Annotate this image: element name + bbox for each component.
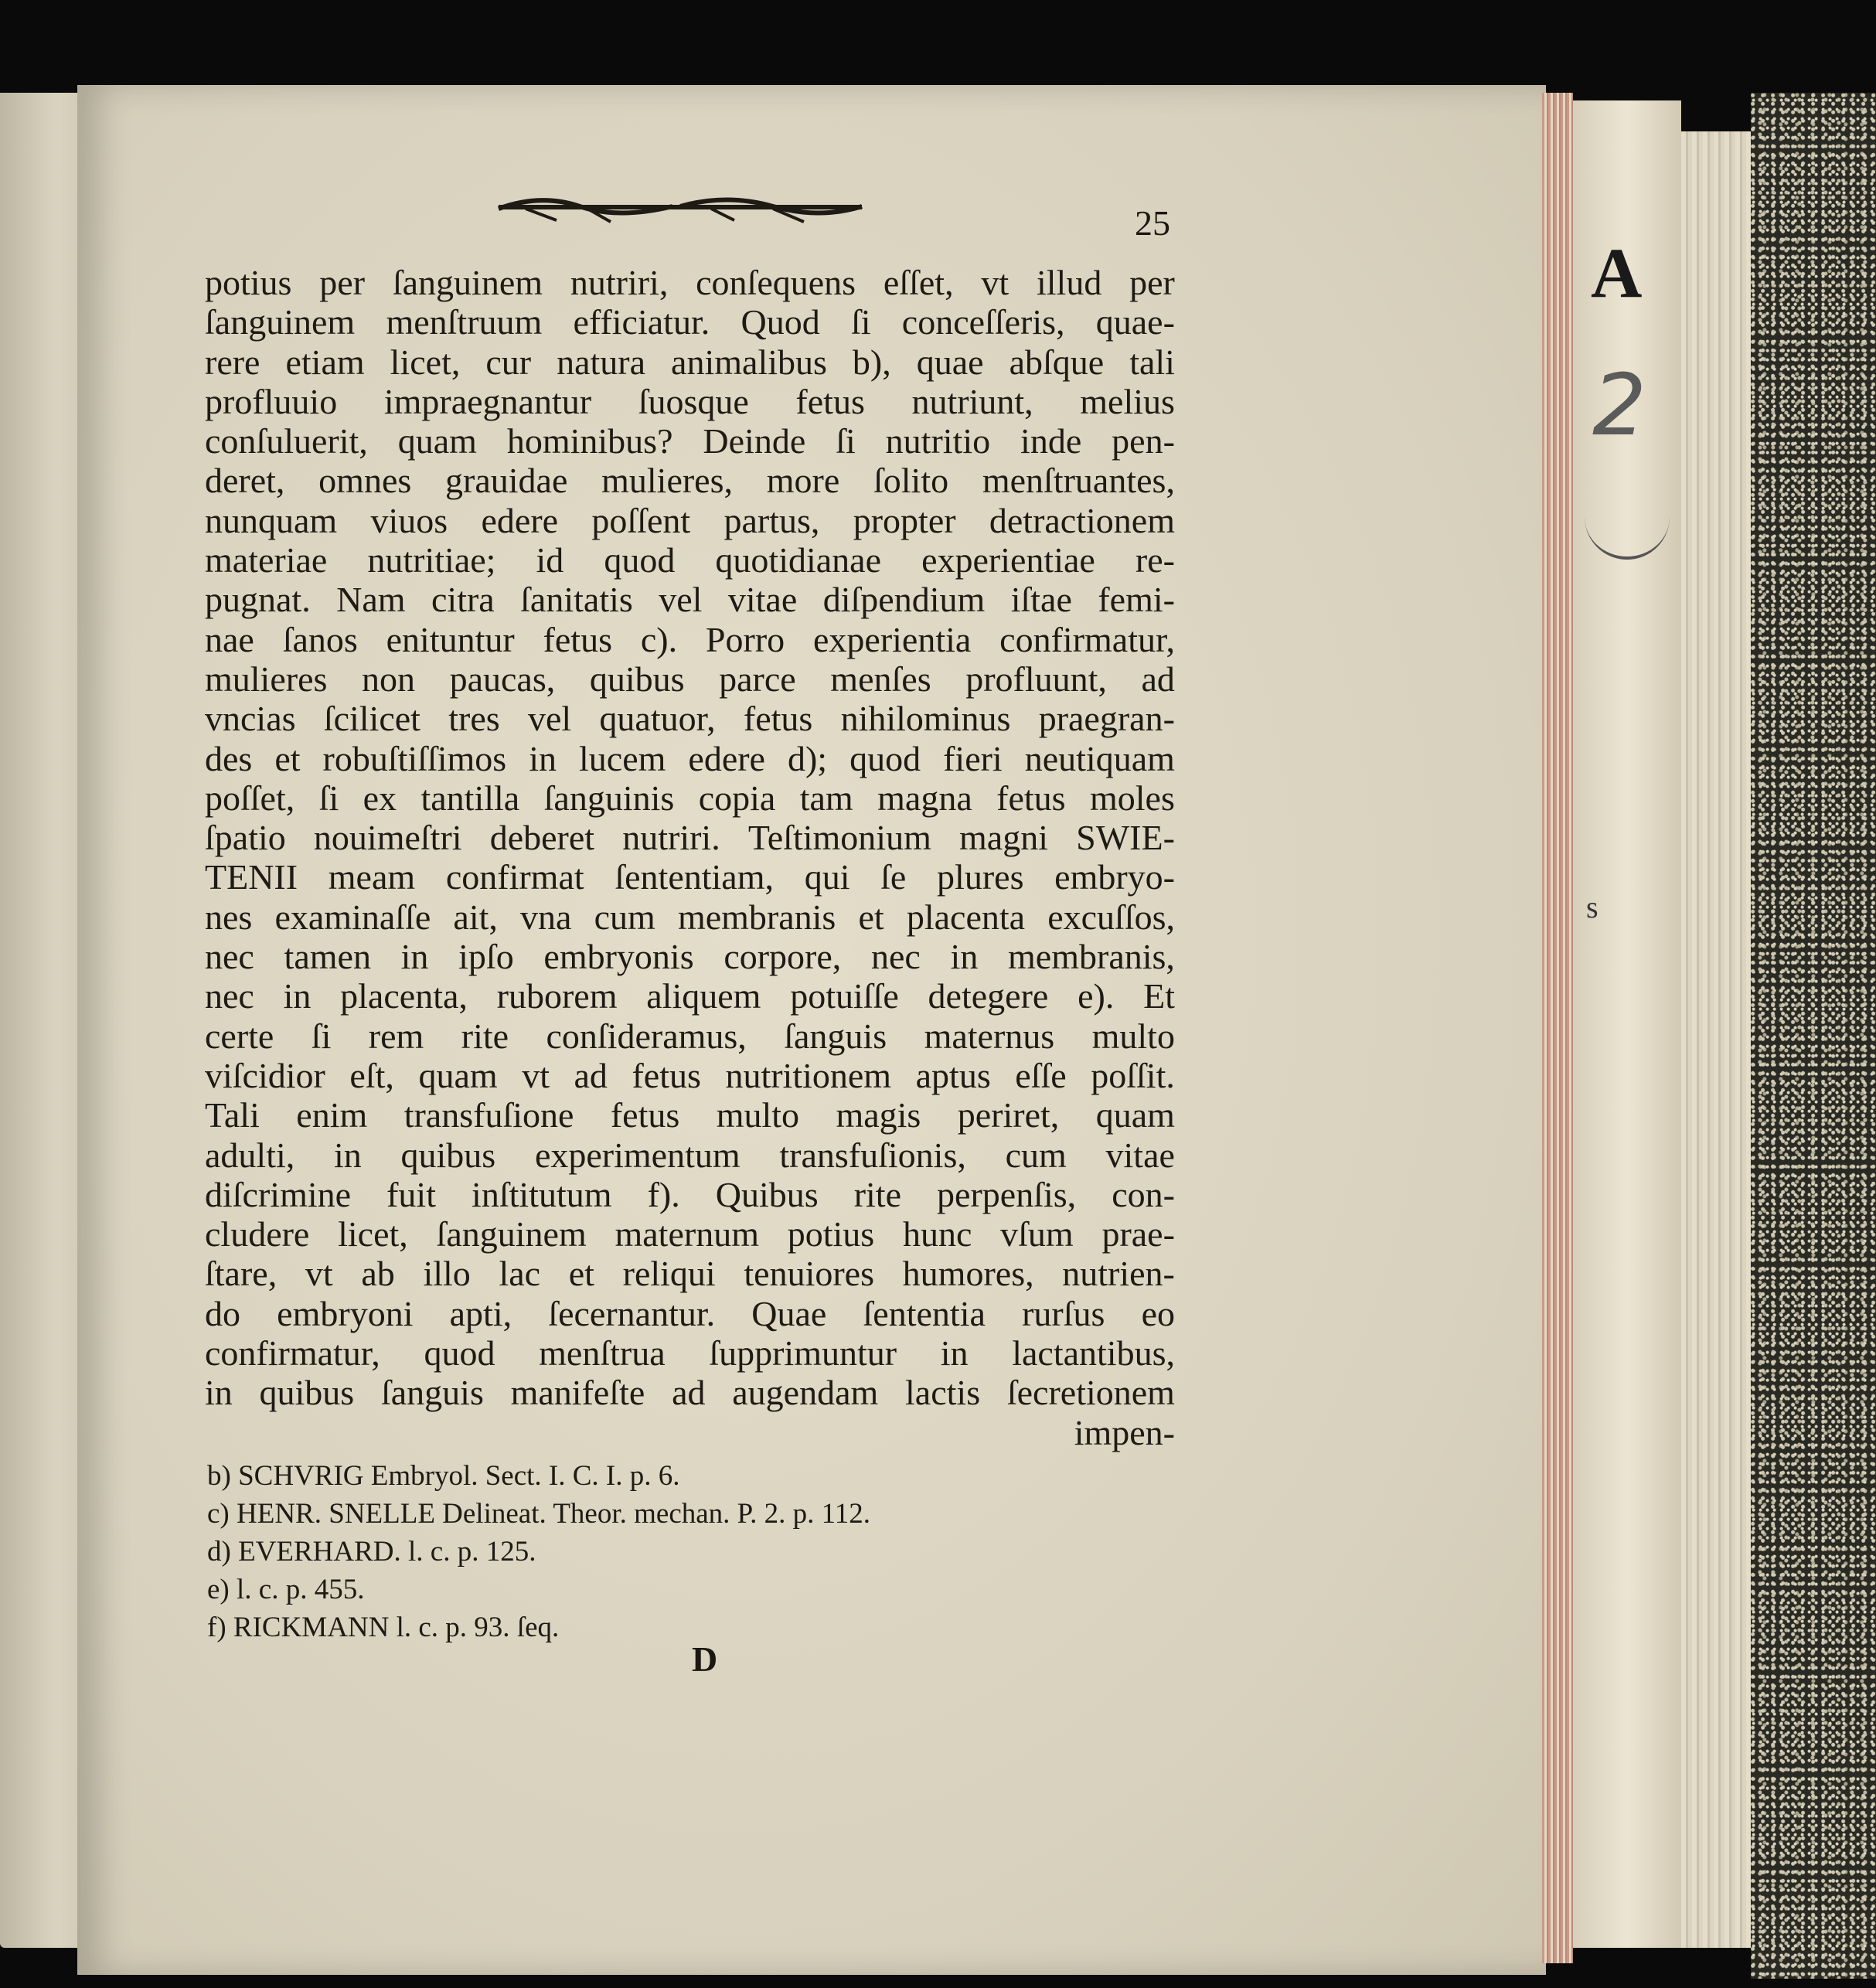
word: ab bbox=[361, 1254, 395, 1294]
word: meam bbox=[328, 857, 416, 897]
word: experimentum bbox=[534, 1135, 741, 1175]
word: abſque bbox=[1009, 342, 1105, 382]
word: ſanos bbox=[282, 619, 358, 659]
word: SWIE- bbox=[1076, 818, 1175, 858]
word: potius bbox=[787, 1214, 875, 1254]
word: quae bbox=[916, 342, 984, 382]
word: et bbox=[568, 1254, 594, 1294]
word: rite bbox=[853, 1174, 901, 1214]
word: cur bbox=[485, 342, 532, 382]
inner-leaves bbox=[1681, 131, 1751, 1948]
word: ſecernantur. bbox=[548, 1293, 716, 1333]
word: ſpatio bbox=[205, 818, 286, 858]
word: nec bbox=[871, 937, 921, 977]
word: in bbox=[400, 937, 429, 977]
word: manifeſte bbox=[510, 1373, 645, 1413]
word: materiae bbox=[205, 540, 328, 580]
word: apti, bbox=[449, 1293, 512, 1333]
word: quibus bbox=[259, 1373, 355, 1413]
footnote: b) SCHVRIG Embryol. Sect. I. C. I. p. 6. bbox=[207, 1460, 680, 1492]
footnote: c) HENR. SNELLE Delineat. Theor. mechan. P. 2. p. 112. bbox=[207, 1498, 871, 1530]
text-line bbox=[205, 1373, 1175, 1412]
word: vſum bbox=[1000, 1214, 1074, 1254]
word: cludere bbox=[205, 1214, 310, 1254]
word: menſtruum bbox=[386, 302, 543, 342]
word: ipſo bbox=[458, 937, 514, 977]
word: robuſtiſſimos bbox=[322, 738, 507, 778]
word: fetus bbox=[795, 381, 865, 421]
word: natura bbox=[557, 342, 646, 382]
word: b), bbox=[852, 342, 891, 382]
word: ſententia bbox=[863, 1293, 986, 1333]
word: paucas, bbox=[449, 659, 556, 699]
word: experientia bbox=[813, 619, 972, 659]
word: diſpendium bbox=[822, 580, 986, 620]
word: Et bbox=[1143, 976, 1175, 1016]
page-number: 25 bbox=[1135, 203, 1170, 243]
text-line bbox=[205, 699, 1175, 738]
marbled-cover bbox=[1751, 93, 1876, 1979]
text-line bbox=[205, 501, 1175, 540]
word: conſideramus, bbox=[546, 1016, 747, 1056]
word: fuit bbox=[386, 1174, 436, 1214]
word: ſecretionem bbox=[1006, 1373, 1175, 1413]
word: ſententiam, bbox=[615, 857, 774, 897]
word: fetus bbox=[543, 619, 612, 659]
tab-letter: A bbox=[1591, 233, 1643, 312]
word: humores, bbox=[902, 1254, 1034, 1294]
word: Quibus bbox=[715, 1174, 819, 1214]
word: con- bbox=[1112, 1174, 1175, 1214]
word: propter bbox=[853, 500, 956, 540]
text-line bbox=[205, 421, 1175, 461]
word: non bbox=[362, 659, 415, 699]
text-line bbox=[205, 620, 1175, 659]
word: nihilominus bbox=[840, 699, 1011, 739]
word: vitae bbox=[1105, 1135, 1175, 1175]
word: d); bbox=[787, 738, 828, 778]
word: magis bbox=[836, 1095, 921, 1135]
word: profluuio bbox=[205, 381, 338, 421]
word: conſuluerit, bbox=[205, 421, 368, 461]
text-line bbox=[205, 382, 1175, 421]
word: certe bbox=[205, 1016, 274, 1056]
word: vt bbox=[305, 1254, 333, 1294]
word: f). bbox=[647, 1174, 680, 1214]
word: enituntur bbox=[386, 619, 515, 659]
word: eſſet, bbox=[883, 263, 954, 302]
word: Quod bbox=[741, 302, 820, 342]
word: neutiquam bbox=[1024, 738, 1175, 778]
word: embryo- bbox=[1054, 857, 1175, 897]
word: illo bbox=[423, 1254, 471, 1294]
word: excuſſos, bbox=[1047, 897, 1175, 937]
word: nutriri. bbox=[622, 818, 720, 858]
word: examinaſſe bbox=[274, 897, 431, 937]
word: multo bbox=[1091, 1016, 1175, 1056]
word: e). bbox=[1078, 976, 1115, 1016]
word: pugnat. bbox=[205, 580, 311, 620]
word: tantilla bbox=[420, 778, 520, 818]
word: vt bbox=[981, 263, 1009, 302]
word: ſe bbox=[880, 857, 907, 897]
word: mulieres, bbox=[601, 461, 734, 501]
word: vitae bbox=[727, 580, 798, 620]
word: ſolito bbox=[873, 461, 949, 501]
decorative-ornament bbox=[495, 189, 866, 228]
word: lucem bbox=[579, 738, 666, 778]
word: hunc bbox=[902, 1214, 972, 1254]
word: omnes bbox=[318, 461, 412, 501]
text-line bbox=[205, 1294, 1175, 1333]
word: etiam bbox=[285, 342, 365, 382]
word: fieri bbox=[943, 738, 1003, 778]
word: nunquam bbox=[205, 500, 338, 540]
text-line bbox=[205, 1254, 1175, 1293]
footnote: d) EVERHARD. l. c. p. 125. bbox=[207, 1536, 536, 1568]
word: ad bbox=[672, 1373, 706, 1413]
text-line bbox=[205, 302, 1175, 342]
word: nutriunt, bbox=[911, 381, 1033, 421]
word: nutriri, bbox=[570, 263, 669, 302]
text-line bbox=[205, 976, 1175, 1016]
word: melius bbox=[1080, 381, 1175, 421]
text-line bbox=[205, 1214, 1175, 1254]
word: multo bbox=[716, 1095, 800, 1135]
word: quam bbox=[1095, 1095, 1175, 1135]
word: menſtrua bbox=[539, 1333, 666, 1374]
text-line bbox=[205, 857, 1175, 897]
word: fetus bbox=[610, 1095, 680, 1135]
word: grauidae bbox=[445, 461, 568, 501]
word: partus, bbox=[724, 500, 820, 540]
word: plures bbox=[937, 857, 1024, 897]
word: vel bbox=[527, 699, 572, 739]
word: rere bbox=[205, 342, 260, 382]
word: quod bbox=[424, 1333, 495, 1374]
word: Nam bbox=[336, 580, 406, 620]
word: quod bbox=[604, 540, 676, 580]
word: rite bbox=[461, 1016, 509, 1056]
word: eo bbox=[1141, 1293, 1175, 1333]
word: quam bbox=[418, 1055, 498, 1095]
word: in bbox=[940, 1333, 969, 1374]
word: Quae bbox=[751, 1293, 827, 1333]
word: TENII bbox=[205, 857, 298, 897]
word: nutritiae; bbox=[367, 540, 496, 580]
word: mulieres bbox=[205, 659, 328, 699]
word: quotidianae bbox=[715, 540, 882, 580]
text-line bbox=[205, 659, 1175, 699]
word: fetus bbox=[996, 778, 1066, 818]
word: more bbox=[766, 461, 840, 501]
page-edges bbox=[1542, 93, 1573, 1963]
word: in bbox=[950, 937, 979, 977]
word: menſtruantes, bbox=[982, 461, 1175, 501]
word: ſanguinis bbox=[543, 778, 675, 818]
word: nutritionem bbox=[725, 1055, 892, 1095]
footnote: e) l. c. p. 455. bbox=[207, 1574, 365, 1605]
word: animalibus bbox=[671, 342, 827, 382]
text-line bbox=[205, 1095, 1175, 1135]
word: ſtare, bbox=[205, 1254, 277, 1294]
word: edere bbox=[481, 500, 559, 540]
word: fetus bbox=[743, 699, 813, 739]
word: adulti, bbox=[205, 1135, 295, 1175]
word: do bbox=[205, 1293, 240, 1333]
word: hominibus? bbox=[506, 421, 673, 461]
word: pen- bbox=[1112, 421, 1175, 461]
footnote: f) RICKMANN l. c. p. 93. ſeq. bbox=[207, 1612, 560, 1643]
word: ruborem bbox=[496, 976, 618, 1016]
word: detegere bbox=[928, 976, 1049, 1016]
text-line bbox=[205, 1333, 1175, 1373]
text-line bbox=[205, 937, 1175, 976]
word: magni bbox=[959, 818, 1049, 858]
word: perpenſis, bbox=[937, 1174, 1077, 1214]
word: tali bbox=[1129, 342, 1175, 382]
word: ex bbox=[363, 778, 397, 818]
word: copia bbox=[698, 778, 776, 818]
word: rem bbox=[368, 1016, 424, 1056]
word: poſſet, bbox=[205, 778, 295, 818]
text-line bbox=[205, 461, 1175, 500]
word: profluunt, bbox=[965, 659, 1107, 699]
word: nutrien- bbox=[1062, 1254, 1175, 1294]
word: impraegnantur bbox=[383, 381, 592, 421]
tab-small-mark: s bbox=[1586, 890, 1599, 924]
word: experientiae bbox=[921, 540, 1095, 580]
word: efficiatur. bbox=[573, 302, 710, 342]
word: nec bbox=[205, 976, 254, 1016]
text-line bbox=[205, 897, 1175, 937]
word: confirmatur, bbox=[205, 1333, 380, 1374]
word: ſi bbox=[318, 778, 339, 818]
word: membranis, bbox=[1008, 937, 1175, 977]
word: conſequens bbox=[696, 263, 856, 302]
catchword: impen- bbox=[1074, 1412, 1175, 1452]
word: viſcidior bbox=[205, 1055, 325, 1095]
word: Teſtimonium bbox=[747, 818, 931, 858]
word: in bbox=[529, 738, 557, 778]
word: aptus bbox=[915, 1055, 991, 1095]
word: rurſus bbox=[1022, 1293, 1105, 1333]
tab-handwritten-number: 2 bbox=[1592, 356, 1646, 454]
word: femi- bbox=[1098, 580, 1175, 620]
word: cum bbox=[594, 897, 655, 937]
text-line bbox=[205, 263, 1175, 302]
word: tres bbox=[448, 699, 500, 739]
word: lac bbox=[499, 1254, 541, 1294]
word: nes bbox=[205, 897, 253, 937]
text-line bbox=[205, 1016, 1175, 1056]
word: ſi bbox=[836, 421, 856, 461]
word: in bbox=[334, 1135, 362, 1175]
word: quatuor, bbox=[599, 699, 716, 739]
word: detractionem bbox=[989, 500, 1175, 540]
word: ſuosque bbox=[638, 381, 749, 421]
text-line bbox=[205, 342, 1175, 382]
word: per bbox=[1129, 263, 1175, 302]
word: confirmat bbox=[445, 857, 584, 897]
word: illud bbox=[1036, 263, 1102, 302]
footnotes bbox=[207, 1457, 1057, 1646]
word: ſcilicet bbox=[323, 699, 420, 739]
body-text bbox=[205, 263, 1175, 1452]
word: licet, bbox=[338, 1214, 408, 1254]
text-line bbox=[205, 739, 1175, 778]
word: deret, bbox=[205, 461, 285, 501]
word: ait, bbox=[453, 897, 498, 937]
word: iſtae bbox=[1010, 580, 1072, 620]
word: ſupprimuntur bbox=[709, 1333, 897, 1374]
word: diſcrimine bbox=[205, 1174, 352, 1214]
word: eſſe bbox=[1015, 1055, 1067, 1095]
word: potuiſſe bbox=[790, 976, 899, 1016]
word: re- bbox=[1135, 540, 1175, 580]
word: placenta, bbox=[340, 976, 468, 1016]
word: potius bbox=[205, 263, 292, 302]
word: embryonis bbox=[543, 937, 694, 977]
text-line bbox=[205, 818, 1175, 857]
word: in bbox=[283, 976, 312, 1016]
word: cum bbox=[1005, 1135, 1067, 1175]
word: ad bbox=[1141, 659, 1175, 699]
word: quod bbox=[849, 738, 921, 778]
word: praegran- bbox=[1038, 699, 1175, 739]
word: in bbox=[205, 1373, 233, 1413]
word: maternus bbox=[924, 1016, 1055, 1056]
word: maternum bbox=[615, 1214, 759, 1254]
word: augendam bbox=[732, 1373, 879, 1413]
word: tenuiores bbox=[744, 1254, 874, 1294]
signature-mark: D bbox=[692, 1639, 718, 1679]
word: Porro bbox=[705, 619, 785, 659]
word: quibus bbox=[589, 659, 685, 699]
word: lactis bbox=[905, 1373, 981, 1413]
word: ſanguinem bbox=[392, 263, 543, 302]
word: licet, bbox=[390, 342, 461, 382]
word: corpore, bbox=[724, 937, 842, 977]
word: transfuſionis, bbox=[779, 1135, 966, 1175]
word: ſanguis bbox=[784, 1016, 887, 1056]
word: et bbox=[858, 897, 884, 937]
word: lactantibus, bbox=[1012, 1333, 1175, 1374]
word: qui bbox=[804, 857, 850, 897]
text-line bbox=[205, 1056, 1175, 1095]
word: moles bbox=[1089, 778, 1175, 818]
word: parce bbox=[719, 659, 796, 699]
word: prae- bbox=[1101, 1214, 1175, 1254]
word: Tali bbox=[205, 1095, 260, 1135]
word: confirmatur, bbox=[999, 619, 1175, 659]
word: ad bbox=[574, 1055, 608, 1095]
text-line bbox=[205, 1175, 1175, 1214]
word: poſſit. bbox=[1091, 1055, 1175, 1095]
word: reliqui bbox=[622, 1254, 716, 1294]
word: magna bbox=[877, 778, 972, 818]
word: ſanitatis bbox=[520, 580, 633, 620]
word: inſtitutum bbox=[472, 1174, 612, 1214]
word: nutritio bbox=[885, 421, 991, 461]
word: nouimeſtri bbox=[313, 818, 462, 858]
word: fetus bbox=[632, 1055, 701, 1095]
word: aliquem bbox=[646, 976, 761, 1016]
word: per bbox=[319, 263, 366, 302]
word: ſanguinem bbox=[436, 1214, 587, 1254]
word: id bbox=[536, 540, 564, 580]
word: membranis bbox=[677, 897, 836, 937]
word: quam bbox=[397, 421, 477, 461]
word: tam bbox=[799, 778, 853, 818]
text-line bbox=[205, 540, 1175, 580]
word: vncias bbox=[205, 699, 296, 739]
word: ſanguinem bbox=[205, 302, 356, 342]
word: transfuſione bbox=[403, 1095, 574, 1135]
word: menſes bbox=[830, 659, 931, 699]
word: enim bbox=[296, 1095, 368, 1135]
word: poſſent bbox=[591, 500, 691, 540]
text-line bbox=[205, 778, 1175, 818]
word: nae bbox=[205, 619, 254, 659]
word: ſi bbox=[311, 1016, 332, 1056]
word: vel bbox=[659, 580, 703, 620]
word: quae- bbox=[1095, 302, 1175, 342]
word: nec bbox=[205, 937, 254, 977]
word: et bbox=[274, 738, 301, 778]
word: citra bbox=[431, 580, 495, 620]
word: periret, bbox=[957, 1095, 1060, 1135]
word: inde bbox=[1020, 421, 1082, 461]
word: conceſſeris, bbox=[901, 302, 1065, 342]
word: quibus bbox=[400, 1135, 496, 1175]
word: tamen bbox=[284, 937, 371, 977]
word: placenta bbox=[906, 897, 1026, 937]
word: c). bbox=[640, 619, 678, 659]
text-line bbox=[205, 1135, 1175, 1175]
word: vt bbox=[522, 1055, 550, 1095]
word: Deinde bbox=[703, 421, 806, 461]
word: embryoni bbox=[277, 1293, 414, 1333]
word: eſt, bbox=[349, 1055, 394, 1095]
word: edere bbox=[688, 738, 765, 778]
word: des bbox=[205, 738, 253, 778]
word: ſanguis bbox=[380, 1373, 484, 1413]
text-line bbox=[205, 580, 1175, 619]
word: deberet bbox=[489, 818, 595, 858]
word: vna bbox=[520, 897, 572, 937]
word: viuos bbox=[370, 500, 448, 540]
word: ſi bbox=[850, 302, 871, 342]
